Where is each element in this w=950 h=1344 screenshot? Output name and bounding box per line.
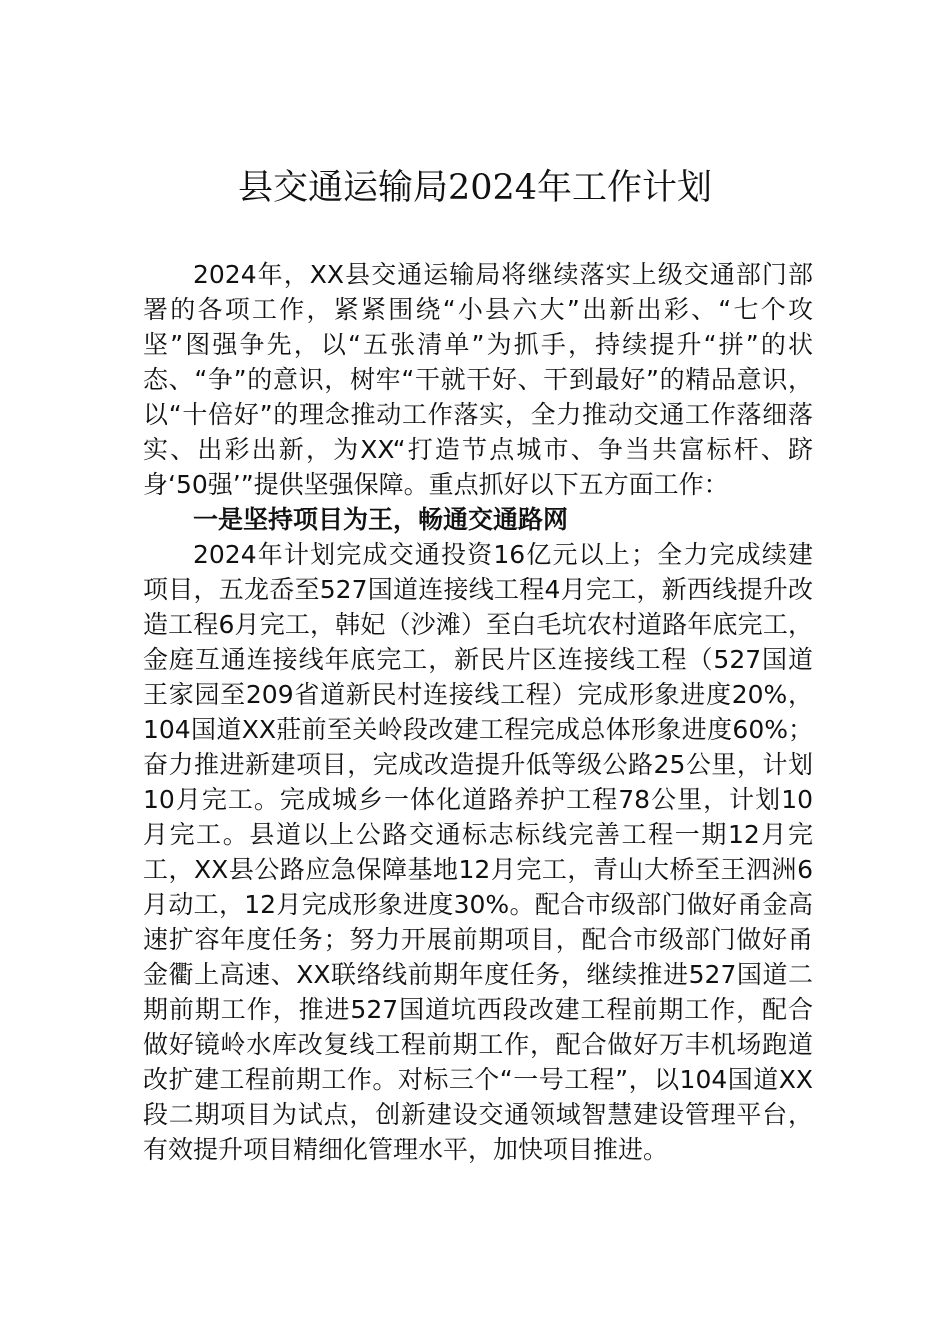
intro-paragraph: 2024年，XX县交通运输局将继续落实上级交通部门部署的各项工作，紧紧围绕“小县六大”出新出彩、“七个攻坚”图强争先，以“五张清单”为抓手，持续提升“拼”的状态、“争”的意识，树牢“干就干好、干到最好”的精品意识，以“十倍好”的理念推动工作落实，全力推动交通工作落细落实、出彩出新，为XX“打造节点城市、争当共富标杆、跻身‘50强’”提供坚强保障。重点抓好以下五方面工作： [143,260,813,499]
document-title: 县交通运输局2024年工作计划 [237,168,713,208]
section-paragraph-1: 2024年计划完成交通投资16亿元以上；全力完成续建项目，五龙岙至527国道连接线工程4月完工，新西线提升改造工程6月完工，韩妃（沙滩）至白毛坑农村道路年底完工，金庭互通连接线年底完工，新民片区连接线工程（527国道王家园至209省道新民村连接线工程）完成形象进度20%，104国道XX莊前至关岭段改建工程完成总体形象进度60%；奋力推进新建项目，完成改造提升低等级公路25公里，计划10月完工。完成城乡一体化道路养护工程78公里，计划10月完工。县道以上公路交通标志标线完善工程一期12月完工，XX县公路应急保障基地12月完工，青山大桥至王泗洲6月动工，12月完成形象进度30%。配合市级部门做好甬金高速扩容年度任务；努力开展前期项目，配合市级部门做好甬金衢上高速、XX联络线前期年度任务，继续推进527国道二期前期工作，推进527国道坑西段改建工程前期工作，配合做好镜岭水库改复线工程前期工作，配合做好万丰机场跑道改扩建工程前期工作。对标三个“一号工程”，以104国道XX段二期项目为试点，创新建设交通领域智慧建设管理平台，有效提升项目精细化管理水平，加快项目推进。 [143,540,813,1164]
document-body [143,257,813,1167]
section-heading-1: 一是坚持项目为王，畅通交通路网 [193,505,569,534]
